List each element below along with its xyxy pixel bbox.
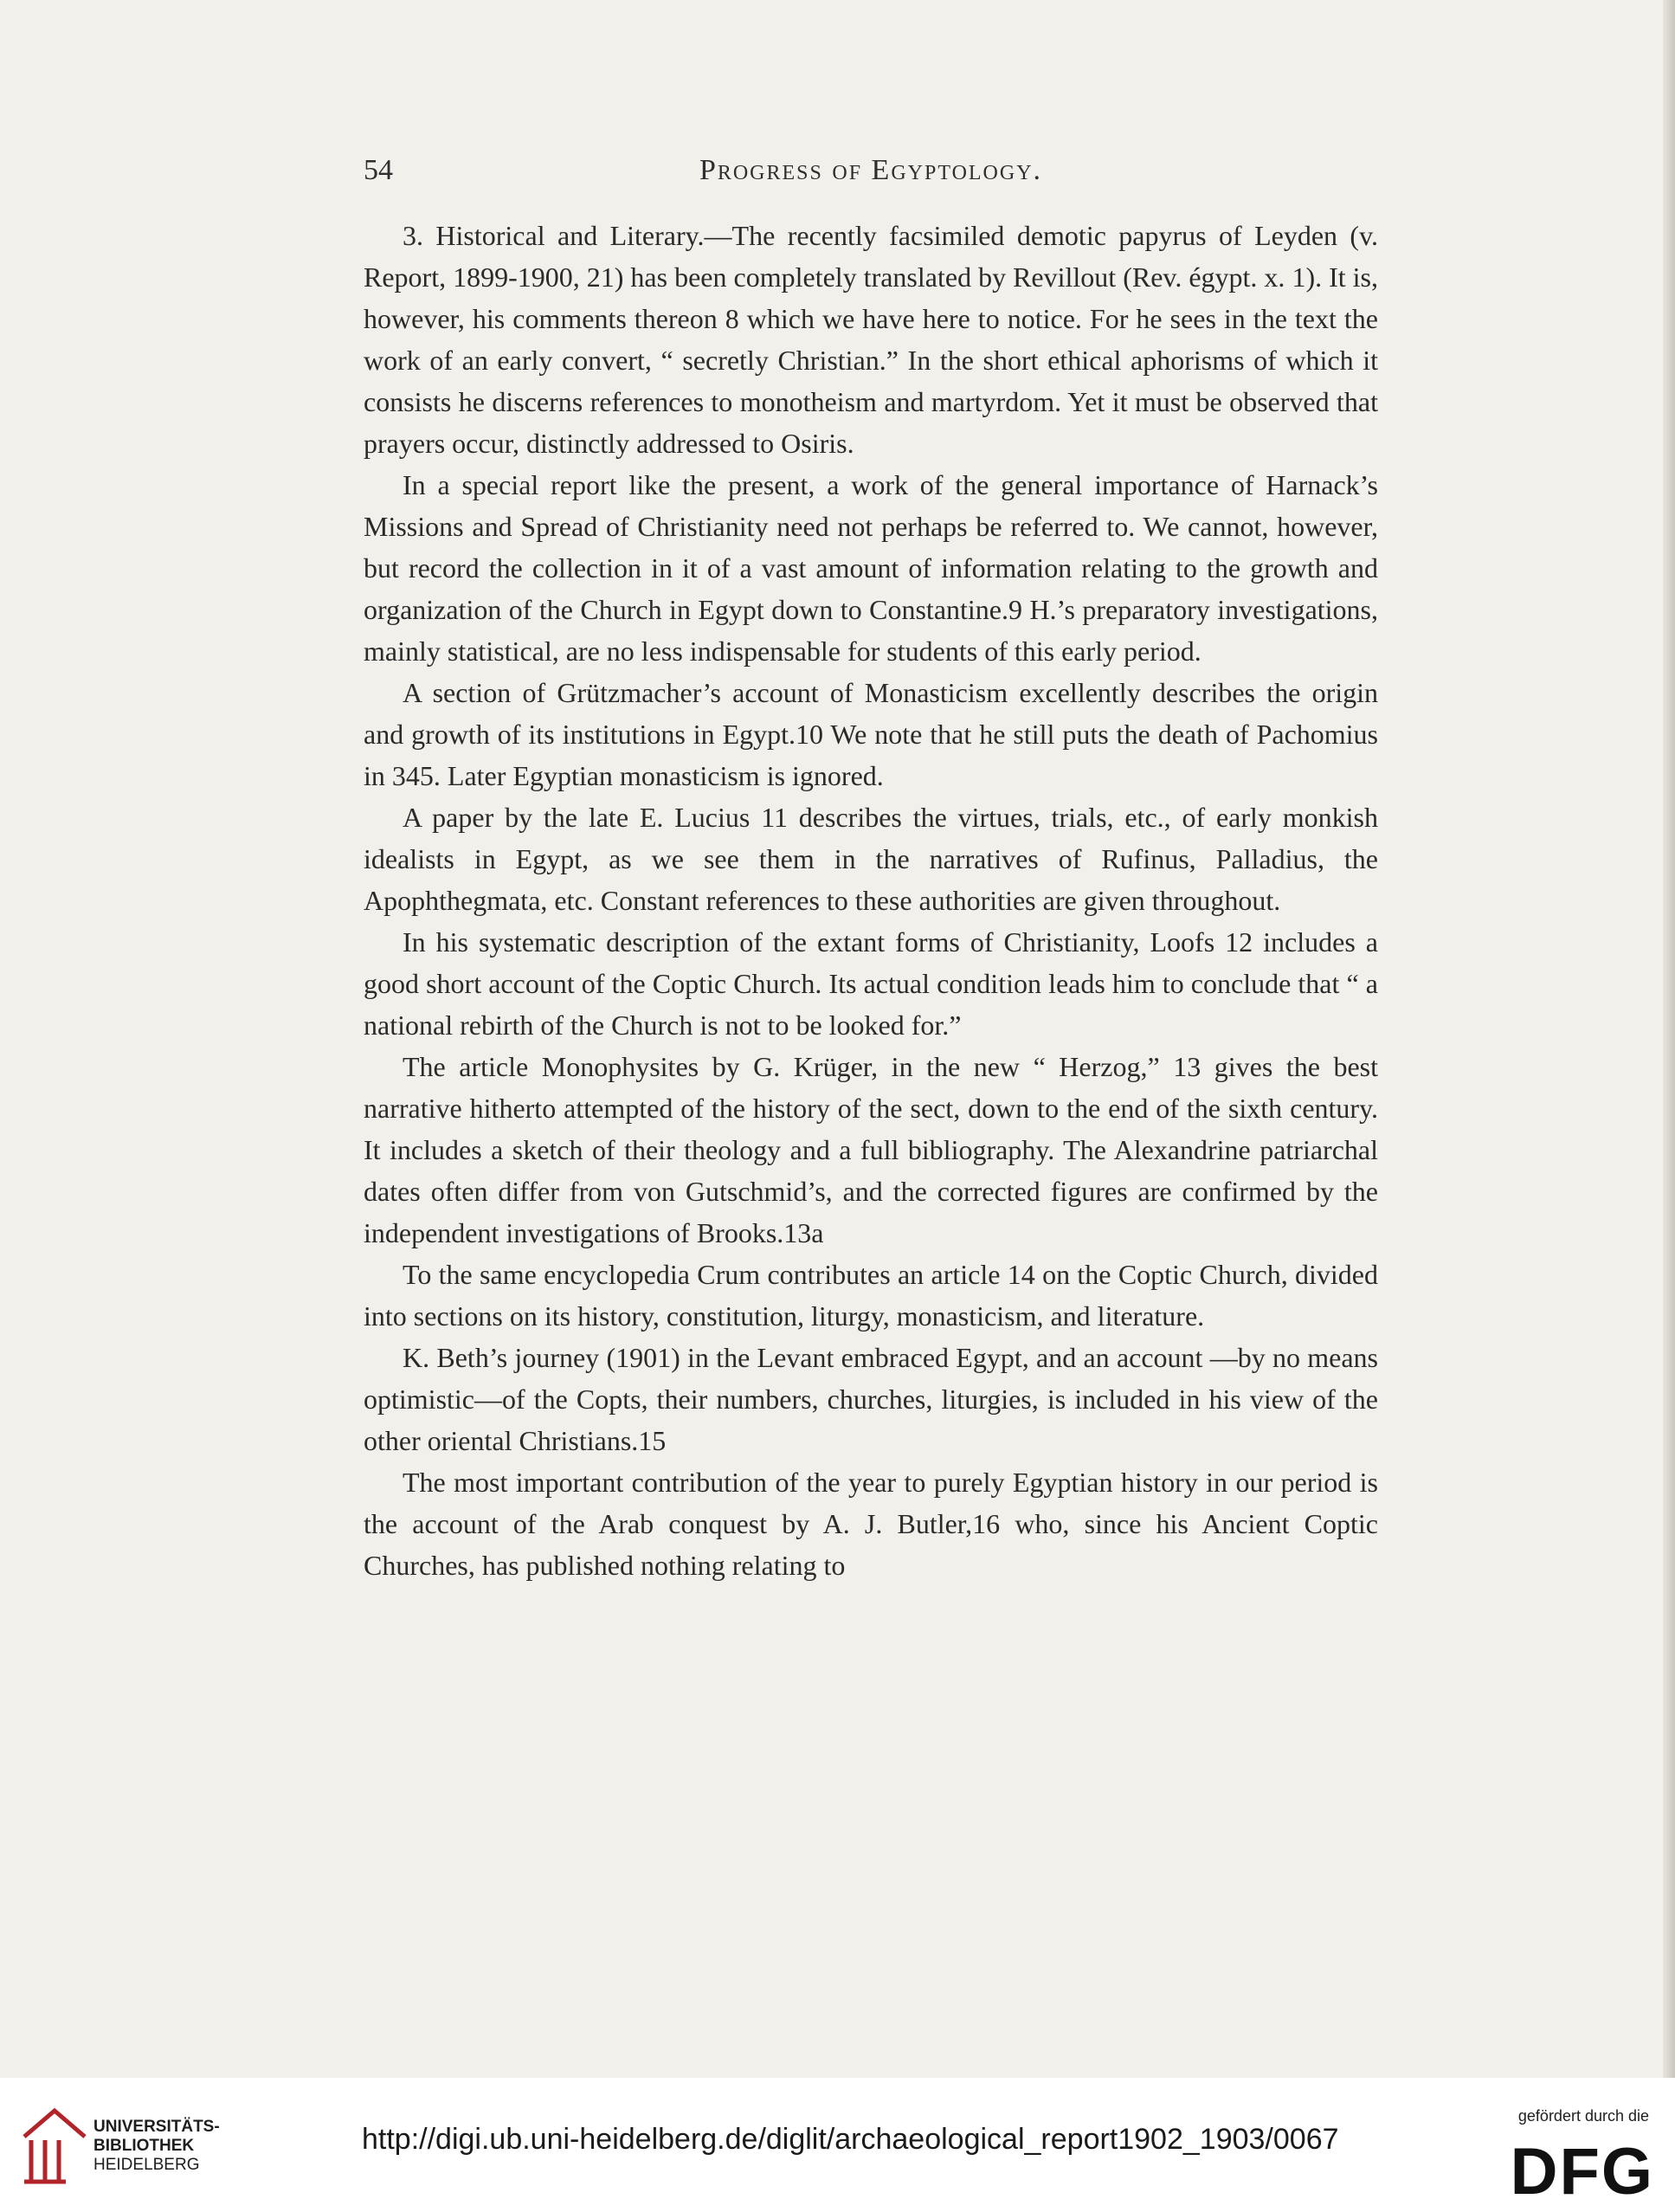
page-edge [1663, 0, 1675, 2078]
paragraph-lucius: A paper by the late E. Lucius 11 describes the virtues, trials, etc., of early monkish idealists in Egypt, as we see them in the narratives of Rufinus, Palladius, the Apophthegmata, etc. Constant references to these authorities are given throughout. [364, 802, 1378, 916]
footer-bar [0, 2078, 1675, 2212]
library-name-line1: UNIVERSITÄTS- [93, 2118, 220, 2136]
paragraph-crum: To the same encyclopedia Crum contributes an article 14 on the Coptic Church, divided into sections on its history, constitution, liturgy, monasticism, and literature. [364, 1259, 1378, 1332]
paragraph-butler: The most important contribution of the year to purely Egyptian history in our period is the account of the Arab conquest by A. J. Butler,16 who, since his Ancient Coptic Churches, has published nothing relating to [364, 1467, 1378, 1581]
paragraph-loofs: In his systematic description of the extant forms of Christianity, Loofs 12 includes a good short account of the Coptic Church. Its actual condition leads him to conclude that “ a national rebirth of the Church is not to be looked for.” [364, 926, 1378, 1041]
paragraph-harnack: In a special report like the present, a work of the general importance of Harnack’s Missions and Spread of Christianity need not perhaps be referred to. We cannot, however, but record the collection in it of a vast amount of information relating to the growth and organization of the Church in Egypt down to Constantine.9 H.’s preparatory investigations, mainly statistical, are no less indispensable for students of this early period. [364, 469, 1378, 667]
paragraph-monophysites: The article Monophysites by G. Krüger, in the new “ Herzog,” 13 gives the best narrative hitherto attempted of the history of the sect, down to the end of the sixth century. It includes a sketch of their theology and a full bibliography. The Alexandrine patriarchal dates often differ from von Gutschmid’s, and the corrected figures are confirmed by the independent investigations of Brooks.13a [364, 1051, 1378, 1248]
library-name [93, 2118, 220, 2175]
paragraph-historical-literary: 3. Historical and Literary.—The recently facsimiled demotic papyrus of Leyden (v. Report, 1899-1900, 21) has been completely translated by Revillout (Rev. égypt. x. 1). It is, however, his comments thereon 8 which we have here to notice. For he sees in the text the work of an early convert, “ secretly Christian.” In the short ethical aphorisms of which it consists he discerns references to monotheism and martyrdom. Yet it must be observed that prayers occur, distinctly addressed to Osiris. [364, 220, 1378, 459]
paragraph-beth: K. Beth’s journey (1901) in the Levant embraced Egypt, and an account —by no means optimistic—of the Copts, their numbers, churches, liturgies, is included in his view of the other oriental Christians.15 [364, 1342, 1378, 1456]
page-number: 54 [364, 154, 393, 186]
university-library-logo-icon [16, 2102, 93, 2189]
library-name-line3: HEIDELBERG [93, 2156, 200, 2174]
body-text [364, 215, 1378, 1586]
library-name-line2: BIBLIOTHEK [93, 2137, 195, 2155]
source-url-link[interactable]: http://digi.ub.uni-heidelberg.de/diglit/archaeological_report1902_1903/0067 [362, 2123, 1339, 2156]
paragraph-grutzmacher: A section of Grützmacher’s account of Monasticism excellently describes the origin and growth of its institutions in Egypt.10 We note that he still puts the death of Pachomius in 345. Later Egyptian monasticism is ignored. [364, 677, 1378, 791]
dfg-logo: DFG [1510, 2135, 1654, 2209]
running-head: Progress of Egyptology. [699, 154, 1043, 186]
funding-label: gefördert durch die [1517, 2107, 1649, 2125]
